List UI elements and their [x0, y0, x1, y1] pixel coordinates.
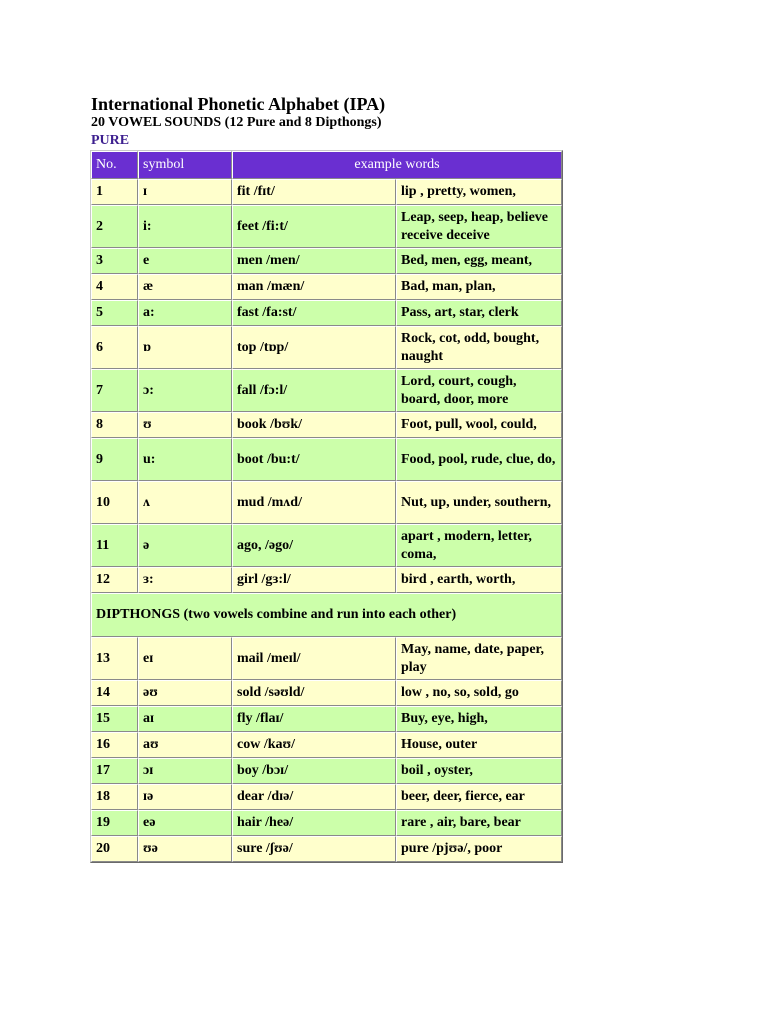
row-keyword: sure /ʃʊə/ [232, 836, 396, 862]
table-row [91, 300, 562, 326]
row-examples: Bed, men, egg, meant, [396, 248, 562, 274]
row-keyword: hair /heə/ [232, 810, 396, 836]
row-examples: bird , earth, worth, [396, 567, 562, 593]
table-body [91, 179, 562, 862]
row-keyword: sold /səʊld/ [232, 680, 396, 706]
row-symbol: æ [138, 274, 232, 300]
table-row [91, 836, 562, 862]
row-number: 15 [91, 706, 138, 732]
table-row [91, 706, 562, 732]
row-keyword: man /mæn/ [232, 274, 396, 300]
row-number: 4 [91, 274, 138, 300]
row-examples: Rock, cot, odd, bought, naught [396, 326, 562, 369]
row-examples: Buy, eye, high, [396, 706, 562, 732]
table-row [91, 637, 562, 680]
table-header-row [91, 151, 562, 179]
dipthongs-section-label: DIPTHONGS (two vowels combine and run into each other) [91, 593, 562, 637]
table-row [91, 524, 562, 567]
row-examples: Pass, art, star, clerk [396, 300, 562, 326]
row-keyword: men /men/ [232, 248, 396, 274]
row-examples: rare , air, bare, bear [396, 810, 562, 836]
row-symbol: ɜ: [138, 567, 232, 593]
table-row [91, 758, 562, 784]
row-number: 16 [91, 732, 138, 758]
row-keyword: boy /bɔɪ/ [232, 758, 396, 784]
table-row [91, 205, 562, 248]
column-header-example-words: example words [232, 151, 562, 179]
row-keyword: mail /meɪl/ [232, 637, 396, 680]
row-examples: Leap, seep, heap, believe receive deceive [396, 205, 562, 248]
row-examples: Lord, court, cough, board, door, more [396, 369, 562, 412]
row-number: 12 [91, 567, 138, 593]
row-symbol: aʊ [138, 732, 232, 758]
row-number: 8 [91, 412, 138, 438]
row-examples: House, outer [396, 732, 562, 758]
row-number: 18 [91, 784, 138, 810]
row-keyword: feet /fi:t/ [232, 205, 396, 248]
row-number: 11 [91, 524, 138, 567]
row-keyword: girl /gɜ:l/ [232, 567, 396, 593]
row-examples: apart , modern, letter, coma, [396, 524, 562, 567]
row-symbol: ɒ [138, 326, 232, 369]
row-examples: lip , pretty, women, [396, 179, 562, 205]
row-symbol: eɪ [138, 637, 232, 680]
table-row [91, 438, 562, 481]
table-row [91, 481, 562, 524]
row-number: 6 [91, 326, 138, 369]
table-row [91, 567, 562, 593]
row-examples: Bad, man, plan, [396, 274, 562, 300]
row-symbol: ə [138, 524, 232, 567]
page-subtitle: 20 VOWEL SOUNDS (12 Pure and 8 Dipthongs) [91, 115, 382, 130]
table-row [91, 412, 562, 438]
row-symbol: e [138, 248, 232, 274]
row-symbol: ʌ [138, 481, 232, 524]
row-number: 14 [91, 680, 138, 706]
row-symbol: ɪ [138, 179, 232, 205]
row-keyword: cow /kaʊ/ [232, 732, 396, 758]
row-examples: Foot, pull, wool, could, [396, 412, 562, 438]
row-number: 20 [91, 836, 138, 862]
table-row [91, 369, 562, 412]
row-number: 7 [91, 369, 138, 412]
row-keyword: top /tɒp/ [232, 326, 396, 369]
row-number: 10 [91, 481, 138, 524]
row-symbol: a: [138, 300, 232, 326]
row-examples: beer, deer, fierce, ear [396, 784, 562, 810]
row-symbol: əʊ [138, 680, 232, 706]
ipa-vowel-table [90, 150, 563, 863]
row-symbol: u: [138, 438, 232, 481]
row-number: 1 [91, 179, 138, 205]
row-examples: boil , oyster, [396, 758, 562, 784]
row-number: 9 [91, 438, 138, 481]
row-keyword: book /bʊk/ [232, 412, 396, 438]
row-symbol: ʊə [138, 836, 232, 862]
row-number: 13 [91, 637, 138, 680]
row-symbol: ɪə [138, 784, 232, 810]
row-symbol: ʊ [138, 412, 232, 438]
row-examples: low , no, so, sold, go [396, 680, 562, 706]
row-number: 19 [91, 810, 138, 836]
row-keyword: fast /fa:st/ [232, 300, 396, 326]
row-examples: May, name, date, paper, play [396, 637, 562, 680]
row-symbol: eə [138, 810, 232, 836]
row-keyword: boot /bu:t/ [232, 438, 396, 481]
row-keyword: fit /fɪt/ [232, 179, 396, 205]
row-keyword: fall /fɔ:l/ [232, 369, 396, 412]
row-symbol: ɔɪ [138, 758, 232, 784]
table-row [91, 784, 562, 810]
row-symbol: aɪ [138, 706, 232, 732]
row-number: 3 [91, 248, 138, 274]
row-keyword: fly /flaɪ/ [232, 706, 396, 732]
table-row [91, 732, 562, 758]
row-examples: pure /pjʊə/, poor [396, 836, 562, 862]
table-row [91, 274, 562, 300]
page-title: International Phonetic Alphabet (IPA) [91, 94, 386, 114]
row-examples: Nut, up, under, southern, [396, 481, 562, 524]
row-symbol: ɔ: [138, 369, 232, 412]
table-row [91, 179, 562, 205]
row-keyword: ago, /əgo/ [232, 524, 396, 567]
section-label-pure: PURE [91, 133, 130, 148]
row-number: 5 [91, 300, 138, 326]
column-header-no: No. [91, 151, 138, 179]
column-header-symbol: symbol [138, 151, 232, 179]
table-row [91, 248, 562, 274]
table-row [91, 810, 562, 836]
row-keyword: dear /dɪə/ [232, 784, 396, 810]
table-row [91, 326, 562, 369]
table-row [91, 680, 562, 706]
row-keyword: mud /mʌd/ [232, 481, 396, 524]
row-symbol: i: [138, 205, 232, 248]
row-number: 17 [91, 758, 138, 784]
row-number: 2 [91, 205, 138, 248]
row-examples: Food, pool, rude, clue, do, [396, 438, 562, 481]
dipthongs-section-row [91, 593, 562, 637]
